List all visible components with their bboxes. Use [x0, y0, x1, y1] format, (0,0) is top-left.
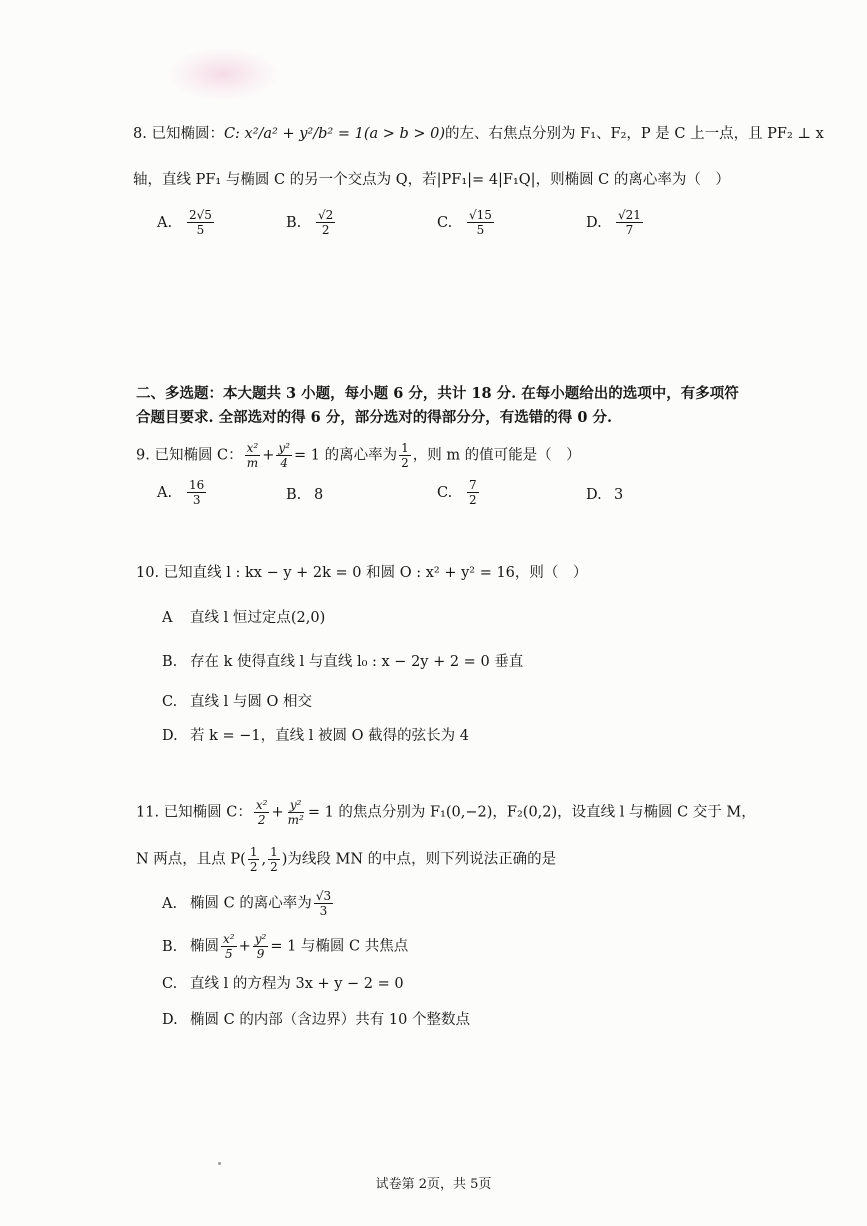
section2-heading-line1: 二、多选题：本大题共 3 小题，每小题 6 分，共计 18 分. 在每小题给出的选项中，有多项符: [136, 385, 739, 402]
q8-option-a-fraction: $\frac{2√5}{5}$: [189, 208, 212, 237]
scan-speck: [218, 1162, 221, 1165]
q9-option-b[interactable]: B. 8: [286, 487, 324, 503]
q8-option-b[interactable]: B. $\frac{√2}{2}$: [286, 208, 334, 237]
q8-option-d-fraction: $\frac{√21}{7}$: [618, 208, 641, 237]
section2-heading-line2: 合题目要求. 全部选对的得 6 分，部分选对的得部分分，有选错的得 0 分.: [136, 409, 613, 426]
q8-stem-line2: 轴，直线 PF₁ 与椭圆 C 的另一个交点为 Q，若|PF₁|= 4|F₁Q|，则椭圆 C 的离心率为（ ）: [133, 172, 730, 188]
pink-ink-smudge: [168, 48, 278, 100]
q8-option-b-fraction: $\frac{√2}{2}$: [318, 208, 334, 237]
q8-stem-line1: [133, 124, 824, 144]
q11-option-c[interactable]: C. 直线 l 的方程为 3x + y − 2 = 0: [162, 976, 404, 992]
q8-option-c-fraction: $\frac{√15}{5}$: [469, 208, 492, 237]
q11-option-b[interactable]: B. 椭圆 $\frac{\text{x²}}{5}$ + $\frac{\text{y²}}{9}$ = 1 与椭圆 C 共焦点: [162, 932, 409, 961]
q9-stem: 9. 已知椭圆 C： $\frac{\text{x²}}{m}$ + $\frac{\text{y²}}{4}$ = 1 的离心率为 $\frac{1}{2}$ ，则 m 的值可能是（ ）: [136, 441, 581, 470]
q8-suffix: 的左、右焦点分别为 F₁、F₂，P 是 C 上一点，且 PF₂ ⊥ x: [445, 126, 824, 142]
q10-option-a[interactable]: A 直线 l 恒过定点(2,0): [162, 610, 326, 626]
q8-option-a[interactable]: A. $\frac{2√5}{5}$: [157, 208, 212, 237]
q9-eccentricity-fraction: $\frac{1}{2}$: [401, 441, 409, 470]
q10-option-c[interactable]: C. 直线 l 与圆 O 相交: [162, 694, 312, 710]
q9-option-a[interactable]: A. $\frac{16}{3}$: [157, 478, 205, 507]
q9-y-fraction: $\frac{\text{y²}}{4}$: [278, 441, 290, 470]
q8-curve-equation: C: x²/a² + y²/b² = 1(a > b > 0): [223, 126, 446, 142]
q10-option-b[interactable]: B. 存在 k 使得直线 l 与直线 l₀ : x − 2y + 2 = 0 垂直: [162, 654, 524, 670]
q11-option-d[interactable]: D. 椭圆 C 的内部（含边界）共有 10 个整数点: [162, 1012, 470, 1028]
q8-prefix: 8. 已知椭圆：: [133, 126, 224, 142]
q9-option-d[interactable]: D. 3: [586, 487, 624, 503]
q11-option-a[interactable]: A. 椭圆 C 的离心率为 $\frac{√3}{3}$: [162, 889, 332, 918]
q10-stem: 10. 已知直线 l : kx − y + 2k = 0 和圆 O : x² + y² = 16，则（ ）: [136, 565, 588, 581]
q9-option-c[interactable]: C. $\frac{7}{2}$: [437, 478, 477, 507]
q11-stem-line1: 11. 已知椭圆 C： $\frac{\text{x²}}{2}$ + $\frac{\text{y²}}{\text{m²}}$ = 1 的焦点分别为 F₁(0,−2)，F₂(0,2)，设直线 l 与椭圆 C 交于 M，: [136, 798, 756, 827]
q10-option-d[interactable]: D. 若 k = −1，直线 l 被圆 O 截得的弦长为 4: [162, 728, 469, 744]
q9-x-fraction: $\frac{\text{x²}}{m}$: [246, 441, 259, 470]
page-footer: 试卷第 2页，共 5页: [375, 1177, 492, 1192]
q8-option-c[interactable]: C. $\frac{√15}{5}$: [437, 208, 492, 237]
q8-option-d[interactable]: D. $\frac{√21}{7}$: [586, 208, 641, 237]
q11-stem-line2: N 两点，且点 P( $\frac{1}{2}$ , $\frac{1}{2}$ )为线段 MN 的中点，则下列说法正确的是: [136, 845, 557, 874]
